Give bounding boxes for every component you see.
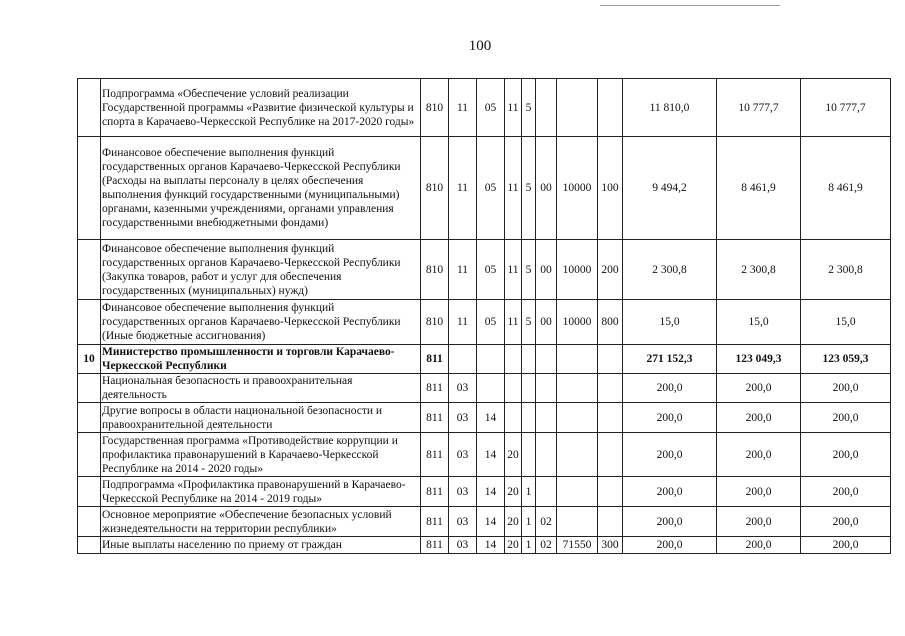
code-program-cell: 20 bbox=[505, 507, 522, 537]
code-section-cell: 11 bbox=[449, 137, 477, 240]
row-number-cell bbox=[78, 537, 101, 554]
amount-year-3-cell: 15,0 bbox=[801, 300, 891, 345]
amount-year-3-cell: 8 461,9 bbox=[801, 137, 891, 240]
table-row bbox=[78, 537, 891, 554]
amount-year-2-cell: 2 300,8 bbox=[717, 240, 801, 300]
amount-year-2-cell: 200,0 bbox=[717, 507, 801, 537]
amount-year-1-cell: 200,0 bbox=[623, 507, 717, 537]
table-row bbox=[78, 137, 891, 240]
code-program-cell: 11 bbox=[505, 300, 522, 345]
code-program-cell: 20 bbox=[505, 537, 522, 554]
code-ved-cell: 811 bbox=[421, 477, 449, 507]
table-row bbox=[78, 403, 891, 433]
table-row bbox=[78, 507, 891, 537]
code-direction-cell: 71550 bbox=[557, 537, 598, 554]
code-section-cell: 11 bbox=[449, 300, 477, 345]
item-name-cell: Финансовое обеспечение выполнения функций государственных органов Карачаево-Черкесской Республики (Расходы на выплаты персоналу в целях обеспечения выполнения функций государственными (муниципальными) органами, казенными учреждениями, органами управления государственными внебюджетными фондами) bbox=[101, 137, 421, 240]
code-ved-cell: 811 bbox=[421, 537, 449, 554]
amount-year-1-cell: 271 152,3 bbox=[623, 345, 717, 374]
item-name-cell: Подпрограмма «Обеспечение условий реализации Государственной программы «Развитие физической культуры и спорта в Карачаево-Черкесской Республике на 2017-2020 годы» bbox=[101, 79, 421, 137]
amount-year-1-cell: 15,0 bbox=[623, 300, 717, 345]
code-expense-type-cell bbox=[598, 374, 623, 403]
code-ved-cell: 810 bbox=[421, 240, 449, 300]
row-number-cell bbox=[78, 137, 101, 240]
table-row bbox=[78, 300, 891, 345]
amount-year-2-cell: 200,0 bbox=[717, 374, 801, 403]
code-subprogram-cell: 1 bbox=[522, 477, 536, 507]
code-subprogram-cell: 1 bbox=[522, 507, 536, 537]
code-measure-cell: 02 bbox=[536, 537, 557, 554]
code-section-cell: 03 bbox=[449, 433, 477, 477]
code-subsection-cell bbox=[477, 374, 505, 403]
code-expense-type-cell: 200 bbox=[598, 240, 623, 300]
code-subsection-cell: 14 bbox=[477, 433, 505, 477]
code-direction-cell: 10000 bbox=[557, 240, 598, 300]
code-program-cell bbox=[505, 345, 522, 374]
code-expense-type-cell bbox=[598, 345, 623, 374]
code-measure-cell: 00 bbox=[536, 300, 557, 345]
item-name-cell: Иные выплаты населению по приему от граждан bbox=[101, 537, 421, 554]
budget-table bbox=[77, 78, 891, 554]
row-number-cell bbox=[78, 433, 101, 477]
code-subsection-cell: 05 bbox=[477, 137, 505, 240]
code-section-cell: 03 bbox=[449, 477, 477, 507]
code-ved-cell: 811 bbox=[421, 507, 449, 537]
code-expense-type-cell: 100 bbox=[598, 137, 623, 240]
top-rule bbox=[600, 5, 780, 6]
code-ved-cell: 811 bbox=[421, 433, 449, 477]
code-subprogram-cell: 5 bbox=[522, 240, 536, 300]
code-measure-cell bbox=[536, 477, 557, 507]
table-row bbox=[78, 374, 891, 403]
code-direction-cell bbox=[557, 433, 598, 477]
code-direction-cell bbox=[557, 345, 598, 374]
amount-year-2-cell: 10 777,7 bbox=[717, 79, 801, 137]
code-section-cell: 03 bbox=[449, 537, 477, 554]
amount-year-1-cell: 2 300,8 bbox=[623, 240, 717, 300]
amount-year-2-cell: 200,0 bbox=[717, 433, 801, 477]
item-name-cell: Основное мероприятие «Обеспечение безопасных условий жизнедеятельности на территории республики» bbox=[101, 507, 421, 537]
amount-year-1-cell: 11 810,0 bbox=[623, 79, 717, 137]
amount-year-1-cell: 9 494,2 bbox=[623, 137, 717, 240]
table-row bbox=[78, 477, 891, 507]
code-program-cell: 20 bbox=[505, 433, 522, 477]
row-number-cell bbox=[78, 477, 101, 507]
code-ved-cell: 811 bbox=[421, 374, 449, 403]
item-name-cell: Национальная безопасность и правоохранительная деятельность bbox=[101, 374, 421, 403]
item-name-cell: Другие вопросы в области национальной безопасности и правоохранительной деятельности bbox=[101, 403, 421, 433]
code-program-cell bbox=[505, 403, 522, 433]
code-section-cell: 11 bbox=[449, 79, 477, 137]
code-section-cell: 03 bbox=[449, 507, 477, 537]
code-subsection-cell bbox=[477, 345, 505, 374]
amount-year-2-cell: 123 049,3 bbox=[717, 345, 801, 374]
table-row bbox=[78, 345, 891, 374]
row-number-cell bbox=[78, 403, 101, 433]
code-section-cell: 03 bbox=[449, 374, 477, 403]
item-name-cell: Министерство промышленности и торговли Карачаево-Черкесской Республики bbox=[101, 345, 421, 374]
code-program-cell: 11 bbox=[505, 240, 522, 300]
amount-year-1-cell: 200,0 bbox=[623, 433, 717, 477]
amount-year-1-cell: 200,0 bbox=[623, 477, 717, 507]
code-section-cell: 11 bbox=[449, 240, 477, 300]
amount-year-3-cell: 200,0 bbox=[801, 374, 891, 403]
code-direction-cell bbox=[557, 374, 598, 403]
code-ved-cell: 810 bbox=[421, 79, 449, 137]
amount-year-3-cell: 200,0 bbox=[801, 477, 891, 507]
code-subprogram-cell: 5 bbox=[522, 300, 536, 345]
code-program-cell bbox=[505, 374, 522, 403]
row-number-cell bbox=[78, 507, 101, 537]
code-expense-type-cell bbox=[598, 433, 623, 477]
amount-year-2-cell: 200,0 bbox=[717, 477, 801, 507]
row-number-cell bbox=[78, 79, 101, 137]
amount-year-3-cell: 200,0 bbox=[801, 537, 891, 554]
code-ved-cell: 811 bbox=[421, 345, 449, 374]
code-expense-type-cell bbox=[598, 79, 623, 137]
amount-year-2-cell: 200,0 bbox=[717, 403, 801, 433]
code-subprogram-cell bbox=[522, 433, 536, 477]
code-measure-cell: 02 bbox=[536, 507, 557, 537]
code-direction-cell bbox=[557, 79, 598, 137]
code-measure-cell bbox=[536, 403, 557, 433]
code-expense-type-cell bbox=[598, 477, 623, 507]
code-expense-type-cell: 800 bbox=[598, 300, 623, 345]
code-subprogram-cell bbox=[522, 403, 536, 433]
code-subsection-cell: 14 bbox=[477, 537, 505, 554]
code-ved-cell: 811 bbox=[421, 403, 449, 433]
row-number-cell bbox=[78, 300, 101, 345]
item-name-cell: Государственная программа «Противодействие коррупции и профилактика правонарушений в Карачаево-Черкесской Республике на 2014 - 2020 годы» bbox=[101, 433, 421, 477]
code-ved-cell: 810 bbox=[421, 137, 449, 240]
code-subsection-cell: 05 bbox=[477, 240, 505, 300]
code-subprogram-cell: 5 bbox=[522, 79, 536, 137]
code-program-cell: 11 bbox=[505, 137, 522, 240]
code-expense-type-cell: 300 bbox=[598, 537, 623, 554]
amount-year-3-cell: 200,0 bbox=[801, 403, 891, 433]
amount-year-2-cell: 8 461,9 bbox=[717, 137, 801, 240]
table-body bbox=[78, 79, 891, 554]
code-measure-cell: 00 bbox=[536, 240, 557, 300]
code-subprogram-cell bbox=[522, 345, 536, 374]
code-direction-cell bbox=[557, 403, 598, 433]
code-direction-cell: 10000 bbox=[557, 300, 598, 345]
item-name-cell: Подпрограмма «Профилактика правонарушений в Карачаево-Черкесской Республике на 2014 - 2019 годы» bbox=[101, 477, 421, 507]
row-number-cell bbox=[78, 374, 101, 403]
code-section-cell bbox=[449, 345, 477, 374]
table-row bbox=[78, 240, 891, 300]
code-program-cell: 20 bbox=[505, 477, 522, 507]
code-expense-type-cell bbox=[598, 403, 623, 433]
row-number-cell bbox=[78, 240, 101, 300]
code-ved-cell: 810 bbox=[421, 300, 449, 345]
code-measure-cell bbox=[536, 79, 557, 137]
page-number: 100 bbox=[468, 38, 492, 54]
code-measure-cell bbox=[536, 374, 557, 403]
table-row bbox=[78, 433, 891, 477]
item-name-cell: Финансовое обеспечение выполнения функций государственных органов Карачаево-Черкесской Республики (Иные бюджетные ассигнования) bbox=[101, 300, 421, 345]
code-direction-cell: 10000 bbox=[557, 137, 598, 240]
code-subprogram-cell bbox=[522, 374, 536, 403]
code-subprogram-cell: 1 bbox=[522, 537, 536, 554]
amount-year-1-cell: 200,0 bbox=[623, 403, 717, 433]
amount-year-3-cell: 123 059,3 bbox=[801, 345, 891, 374]
code-subsection-cell: 05 bbox=[477, 300, 505, 345]
amount-year-3-cell: 200,0 bbox=[801, 433, 891, 477]
amount-year-2-cell: 15,0 bbox=[717, 300, 801, 345]
amount-year-1-cell: 200,0 bbox=[623, 374, 717, 403]
code-subsection-cell: 14 bbox=[477, 403, 505, 433]
item-name-cell: Финансовое обеспечение выполнения функций государственных органов Карачаево-Черкесской Республики (Закупка товаров, работ и услуг для обеспечения государственных (муниципальных) нужд) bbox=[101, 240, 421, 300]
row-number-cell: 10 bbox=[78, 345, 101, 374]
code-measure-cell: 00 bbox=[536, 137, 557, 240]
amount-year-3-cell: 200,0 bbox=[801, 507, 891, 537]
amount-year-2-cell: 200,0 bbox=[717, 537, 801, 554]
code-measure-cell bbox=[536, 433, 557, 477]
code-subsection-cell: 14 bbox=[477, 507, 505, 537]
code-direction-cell bbox=[557, 507, 598, 537]
code-program-cell: 11 bbox=[505, 79, 522, 137]
code-measure-cell bbox=[536, 345, 557, 374]
code-subsection-cell: 14 bbox=[477, 477, 505, 507]
code-expense-type-cell bbox=[598, 507, 623, 537]
amount-year-1-cell: 200,0 bbox=[623, 537, 717, 554]
table-row bbox=[78, 79, 891, 137]
code-direction-cell bbox=[557, 477, 598, 507]
code-subprogram-cell: 5 bbox=[522, 137, 536, 240]
amount-year-3-cell: 10 777,7 bbox=[801, 79, 891, 137]
code-subsection-cell: 05 bbox=[477, 79, 505, 137]
amount-year-3-cell: 2 300,8 bbox=[801, 240, 891, 300]
code-section-cell: 03 bbox=[449, 403, 477, 433]
